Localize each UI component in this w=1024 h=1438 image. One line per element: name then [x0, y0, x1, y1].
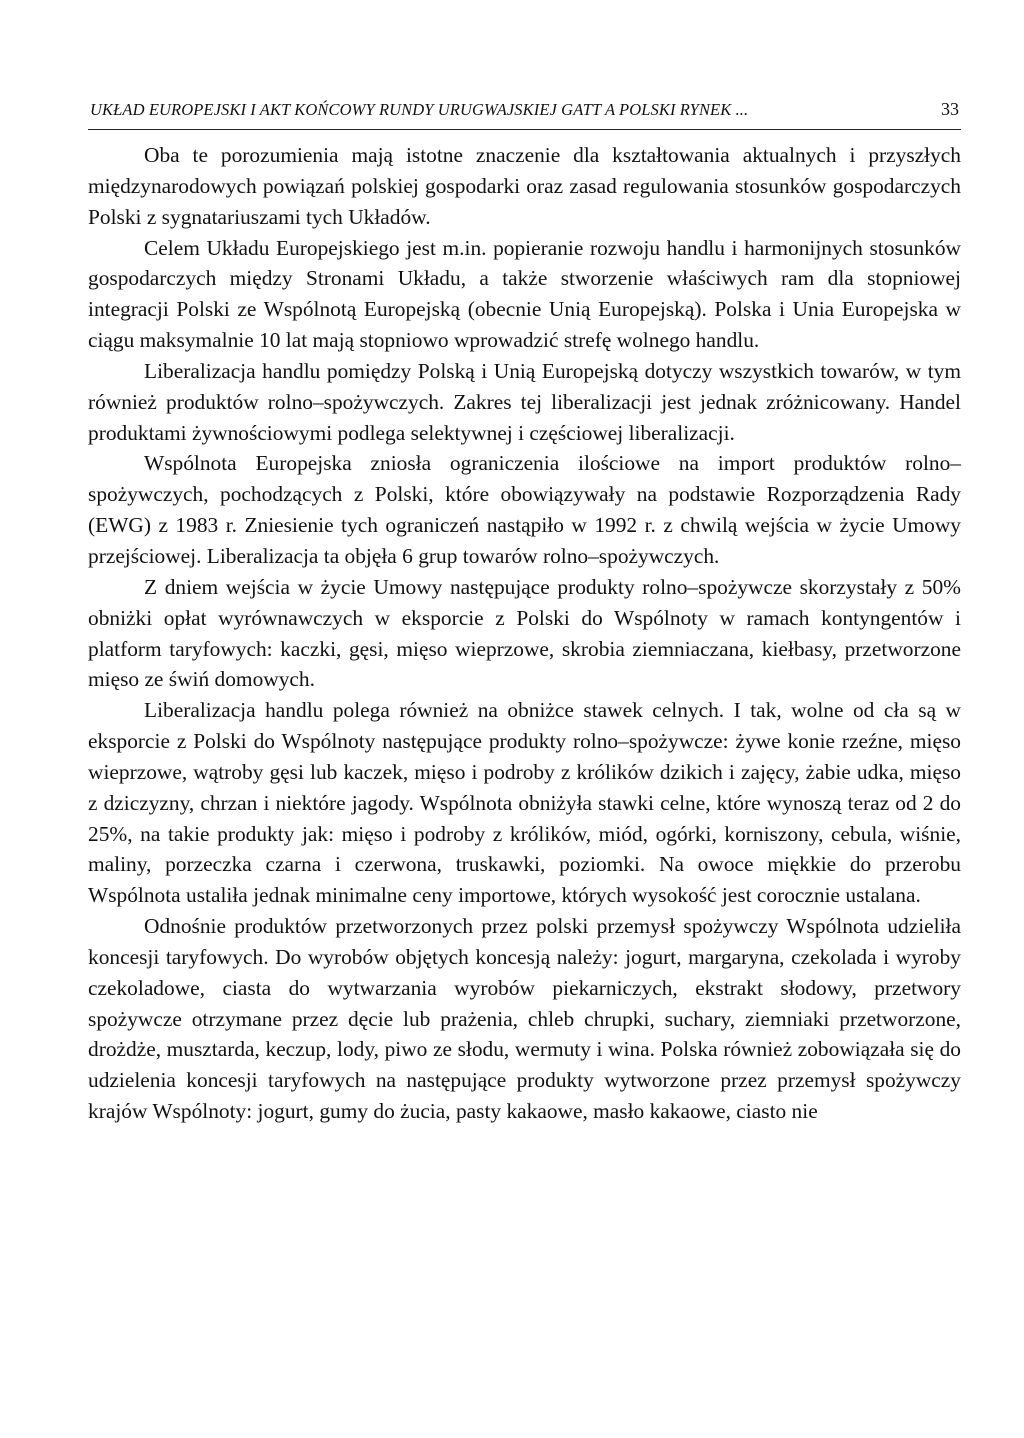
paragraph: Liberalizacja handlu pomiędzy Polską i Unią Europejską dotyczy wszystkich towarów, w tym również produktów rolno–spożywczych. Zakres tej liberalizacji jest jednak zróżnicowany. Handel produktami żywnościowymi podlega selektywnej i częściowej liberalizacji. [88, 358, 961, 445]
running-title: UKŁAD EUROPEJSKI I AKT KOŃCOWY RUNDY URUGWAJSKIEJ GATT A POLSKI RYNEK ... [90, 100, 749, 119]
page-header [88, 96, 961, 130]
body-text [88, 140, 961, 1127]
paragraph: Liberalizacja handlu polega również na obniżce stawek celnych. I tak, wolne od cła są w eksporcie z Polski do Wspólnoty następujące produkty rolno–spożywcze: żywe konie rzeźne, mięso wieprzowe, wątroby gęsi lub kaczek, mięso i podroby z królików dzikich i zajęcy, żabie udka, mięso z dziczyzny, chrzan i niektóre jagody. Wspólnota obniżyła stawki celne, które wynoszą teraz od 2 do 25%, na takie produkty jak: mięso i podroby z królików, miód, ogórki, korniszony, cebula, wiśnie, maliny, porzeczka czarna i czerwona, truskawki, poziomki. Na owoce miękkie do przerobu Wspólnota ustaliła jednak minimalne ceny importowe, których wysokość jest corocznie ustalana. [88, 698, 961, 908]
paragraph: Celem Układu Europejskiego jest m.in. popieranie rozwoju handlu i harmonijnych stosunków gospodarczych między Stronami Układu, a także stworzenie właściwych ram dla stopniowej integracji Polski ze Wspólnotą Europejską (obecnie Unią Europejską). Polska i Unia Europejska w ciągu maksymalnie 10 lat mają stopniowo wprowadzić strefę wolnego handlu. [88, 235, 961, 353]
paragraph: Oba te porozumienia mają istotne znaczenie dla kształtowania aktualnych i przyszłych międzynarodowych powiązań polskiej gospodarki oraz zasad regulowania stosunków gospodarczych Polski z sygnatariuszami tych Układów. [88, 143, 961, 229]
paragraph: Wspólnota Europejska zniosła ograniczenia ilościowe na import produktów rolno–spożywczych, pochodzących z Polski, które obowiązywały na podstawie Rozporządzenia Rady (EWG) z 1983 r. Zniesienie tych ograniczeń nastąpiło w 1992 r. z chwilą wejścia w życie Umowy przejściowej. Liberalizacja ta objęła 6 grup towarów rolno–spożywczych. [88, 451, 961, 568]
paragraph: Odnośnie produktów przetworzonych przez polski przemysł spożywczy Wspólnota udzieliła koncesji taryfowych. Do wyrobów objętych koncesją należy: jogurt, margaryna, czekolada i wyroby czekoladowe, ciasta do wytwarzania wyrobów piekarniczych, ekstrakt słodowy, przetwory spożywcze otrzymane przez dęcie lub prażenia, chleb chrupki, suchary, ziemniaki przetworzone, drożdże, musztarda, keczup, lody, piwo ze słodu, wermuty i wina. Polska również zobowiązała się do udzielenia koncesji taryfowych na następujące produkty wytworzone przez przemysł spożywczy krajów Wspólnoty: jogurt, gumy do żucia, pasty kakaowe, masło kakaowe, ciasto nie [88, 914, 961, 1124]
paragraph: Z dniem wejścia w życie Umowy następujące produkty rolno–spożywcze skorzystały z 50% obniżki opłat wyrównawczych w eksporcie z Polski do Wspólnoty w ramach kontyngentów i platform taryfowych: kaczki, gęsi, mięso wieprzowe, skrobia ziemniaczana, kiełbasy, przetworzone mięso ze świń domowych. [88, 574, 961, 692]
page-number: 33 [941, 99, 959, 119]
